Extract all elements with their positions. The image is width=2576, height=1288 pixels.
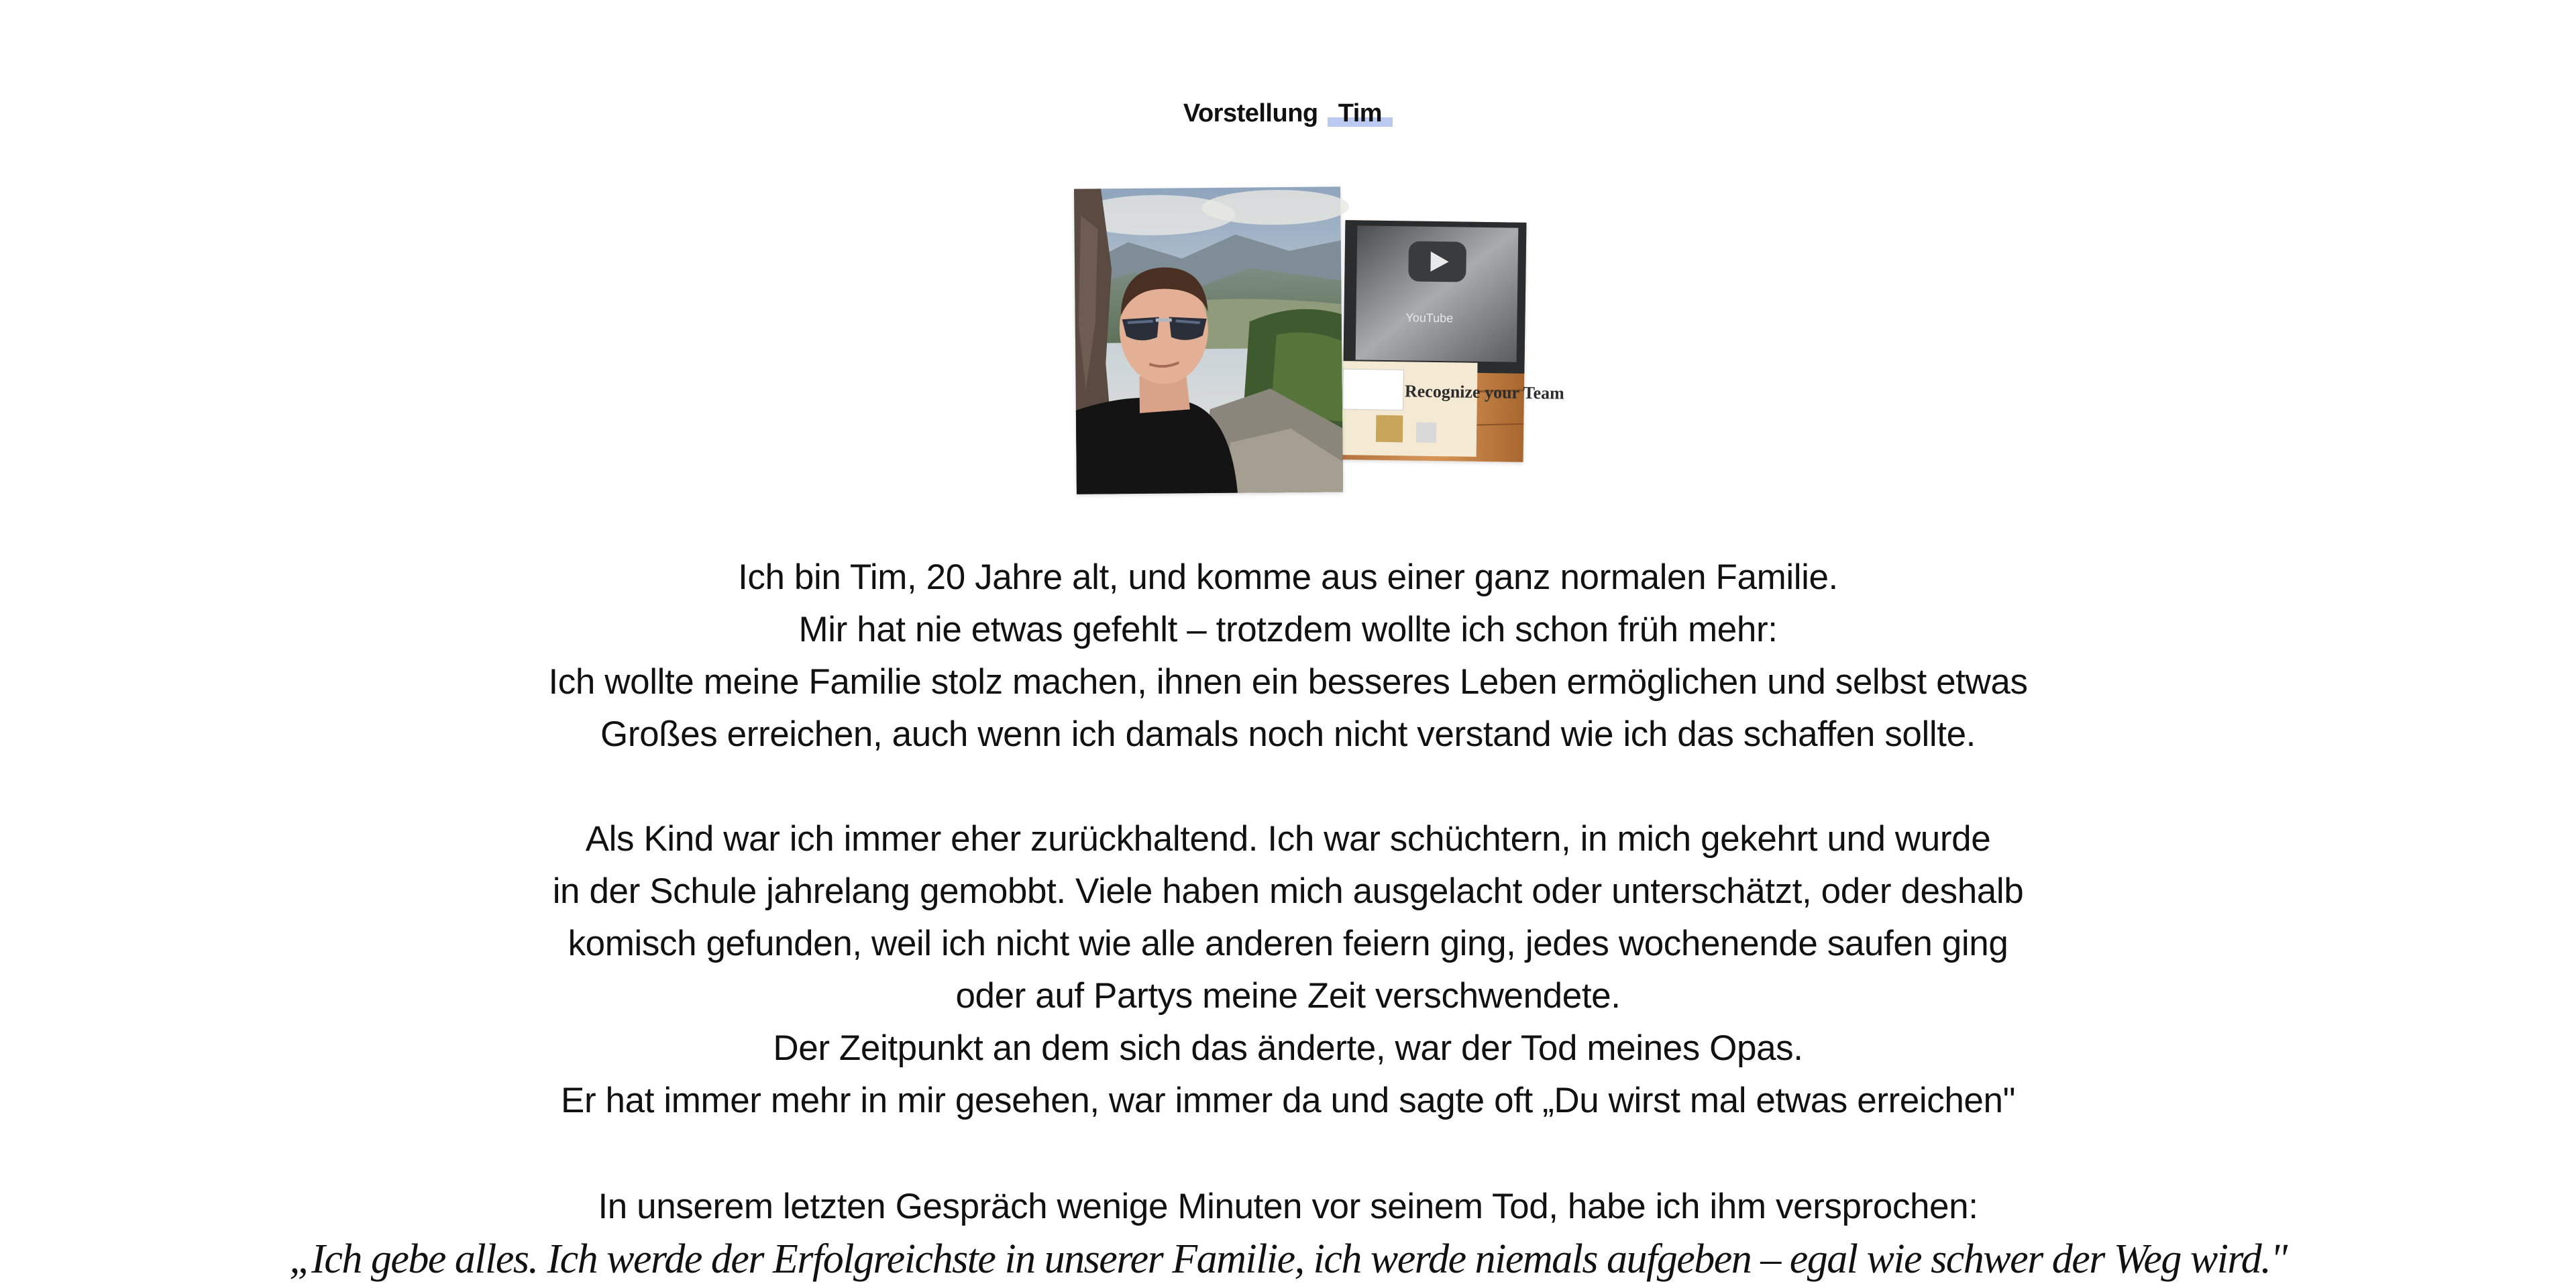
heading-prefix: Vorstellung [1183, 99, 1318, 127]
story-line: Mir hat nie etwas gefehlt – trotzdem wollte ich schon früh mehr: [798, 610, 1778, 649]
promise-quote: „Ich gebe alles. Ich werde der Erfolgreichste in unserer Familie, ich werde niemals aufgeben – egal wie schwer der Weg wird." [289, 1236, 2287, 1282]
story-line: komisch gefunden, weil ich nicht wie alle anderen feiern ging, jedes wochenende saufen ging [568, 924, 2008, 963]
intro-paragraph [0, 551, 2576, 761]
story-line: Als Kind war ich immer eher zurückhaltend. Ich war schüchtern, in mich gekehrt und wurde [585, 819, 1991, 859]
section-heading [0, 97, 2576, 129]
story-line: Großes erreichen, auch wenn ich damals noch nicht verstand wie ich das schaffen sollte. [600, 714, 1976, 754]
story-line: in der Schule jahrelang gemobbt. Viele haben mich ausgelacht oder unterschätzt, oder deshalb [552, 871, 2024, 911]
story-line: Ich bin Tim, 20 Jahre alt, und komme aus einer ganz normalen Familie. [738, 557, 1838, 597]
award-card-text: Recognize your Team [1404, 381, 1564, 403]
youtube-award-photo-icon [1342, 220, 1564, 462]
story-line: In unserem letzten Gespräch wenige Minuten vor seinem Tod, habe ich ihm versprochen: [598, 1187, 1978, 1226]
story-line: Ich wollte meine Familie stolz machen, ihnen ein besseres Leben ermöglichen und selbst etwas [548, 662, 2028, 702]
story-line: Der Zeitpunkt an dem sich das änderte, war der Tod meines Opas. [773, 1028, 1803, 1068]
heading-highlight: Tim [1328, 97, 1393, 129]
story-line: oder auf Partys meine Zeit verschwendete. [955, 976, 1621, 1016]
childhood-paragraph [0, 813, 2576, 1127]
portrait-photo-icon [1074, 186, 1343, 494]
award-photo [1342, 220, 1564, 462]
story-line: Er hat immer mehr in mir gesehen, war immer da und sagte oft „Du wirst mal etwas erreichen" [561, 1081, 2015, 1120]
promise-paragraph [0, 1181, 2576, 1285]
award-logo-text: YouTube [1405, 311, 1454, 325]
portrait-photo [1074, 186, 1343, 494]
